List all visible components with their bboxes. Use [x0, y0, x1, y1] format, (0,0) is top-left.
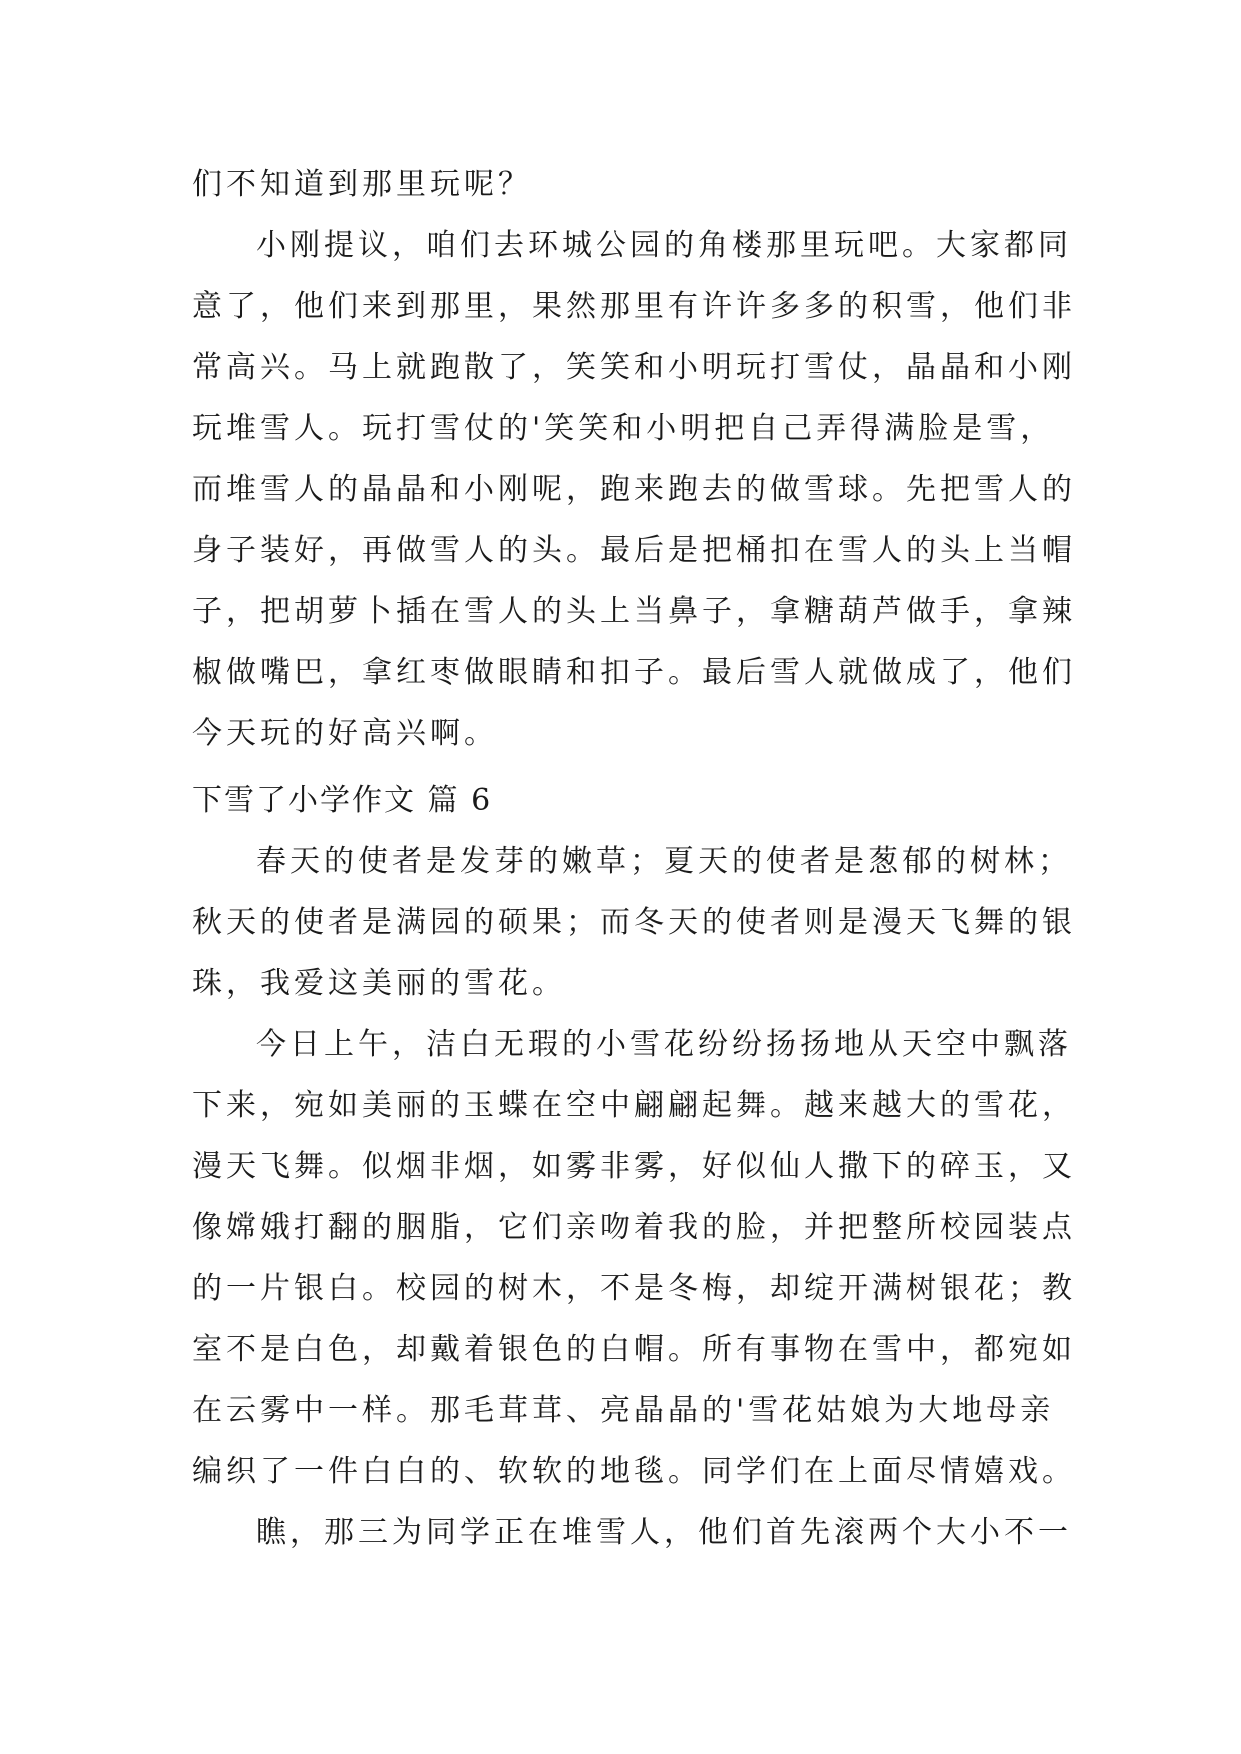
paragraph-line: 椒做嘴巴，拿红枣做眼睛和扣子。最后雪人就做成了，他们 — [192, 655, 1076, 690]
paragraph-line: 而堆雪人的晶晶和小刚呢，跑来跑去的做雪球。先把雪人的 — [192, 472, 1076, 507]
paragraph-line: 们不知道到那里玩呢？ — [192, 167, 532, 202]
paragraph-line: 今日上午，洁白无瑕的小雪花纷纷扬扬地从天空中飘落 — [256, 1027, 1072, 1062]
paragraph-line: 珠，我爱这美丽的雪花。 — [192, 966, 566, 1001]
paragraph-line: 意了，他们来到那里，果然那里有许许多多的积雪，他们非 — [192, 289, 1076, 324]
paragraph-line: 春天的使者是发芽的嫩草；夏天的使者是葱郁的树林； — [256, 844, 1072, 879]
paragraph-line: 秋天的使者是满园的硕果；而冬天的使者则是漫天飞舞的银 — [192, 905, 1076, 940]
paragraph-line: 室不是白色，却戴着银色的白帽。所有事物在雪中，都宛如 — [192, 1332, 1076, 1367]
paragraph-line: 编织了一件白白的、软软的地毯。同学们在上面尽情嬉戏。 — [192, 1454, 1076, 1489]
paragraph-line: 身子装好，再做雪人的头。最后是把桶扣在雪人的头上当帽 — [192, 533, 1076, 568]
essay-5-continuation — [192, 154, 1076, 764]
paragraph-line: 子，把胡萝卜插在雪人的头上当鼻子，拿糖葫芦做手，拿辣 — [192, 594, 1076, 629]
paragraph-line: 像嫦娥打翻的胭脂，它们亲吻着我的脸，并把整所校园装点 — [192, 1210, 1076, 1245]
paragraph-line: 的一片银白。校园的树木，不是冬梅，却绽开满树银花；教 — [192, 1271, 1076, 1306]
paragraph-line: 下来，宛如美丽的玉蝶在空中翩翩起舞。越来越大的雪花， — [192, 1088, 1076, 1123]
paragraph-line: 在云雾中一样。那毛茸茸、亮晶晶的'雪花姑娘为大地母亲 — [192, 1393, 1055, 1428]
paragraph-line: 常高兴。马上就跑散了，笑笑和小明玩打雪仗，晶晶和小刚 — [192, 350, 1076, 385]
section-heading: 下雪了小学作文 篇 6 — [192, 783, 493, 818]
paragraph-line: 小刚提议，咱们去环城公园的角楼那里玩吧。大家都同 — [256, 228, 1072, 263]
paragraph-line: 瞧，那三为同学正在堆雪人，他们首先滚两个大小不一 — [256, 1515, 1072, 1550]
paragraph-line: 玩堆雪人。玩打雪仗的'笑笑和小明把自己弄得满脸是雪， — [192, 411, 1055, 446]
essay-6 — [192, 770, 1076, 1563]
paragraph-line: 今天玩的好高兴啊。 — [192, 716, 498, 751]
paragraph-line: 漫天飞舞。似烟非烟，如雾非雾，好似仙人撒下的碎玉，又 — [192, 1149, 1076, 1184]
